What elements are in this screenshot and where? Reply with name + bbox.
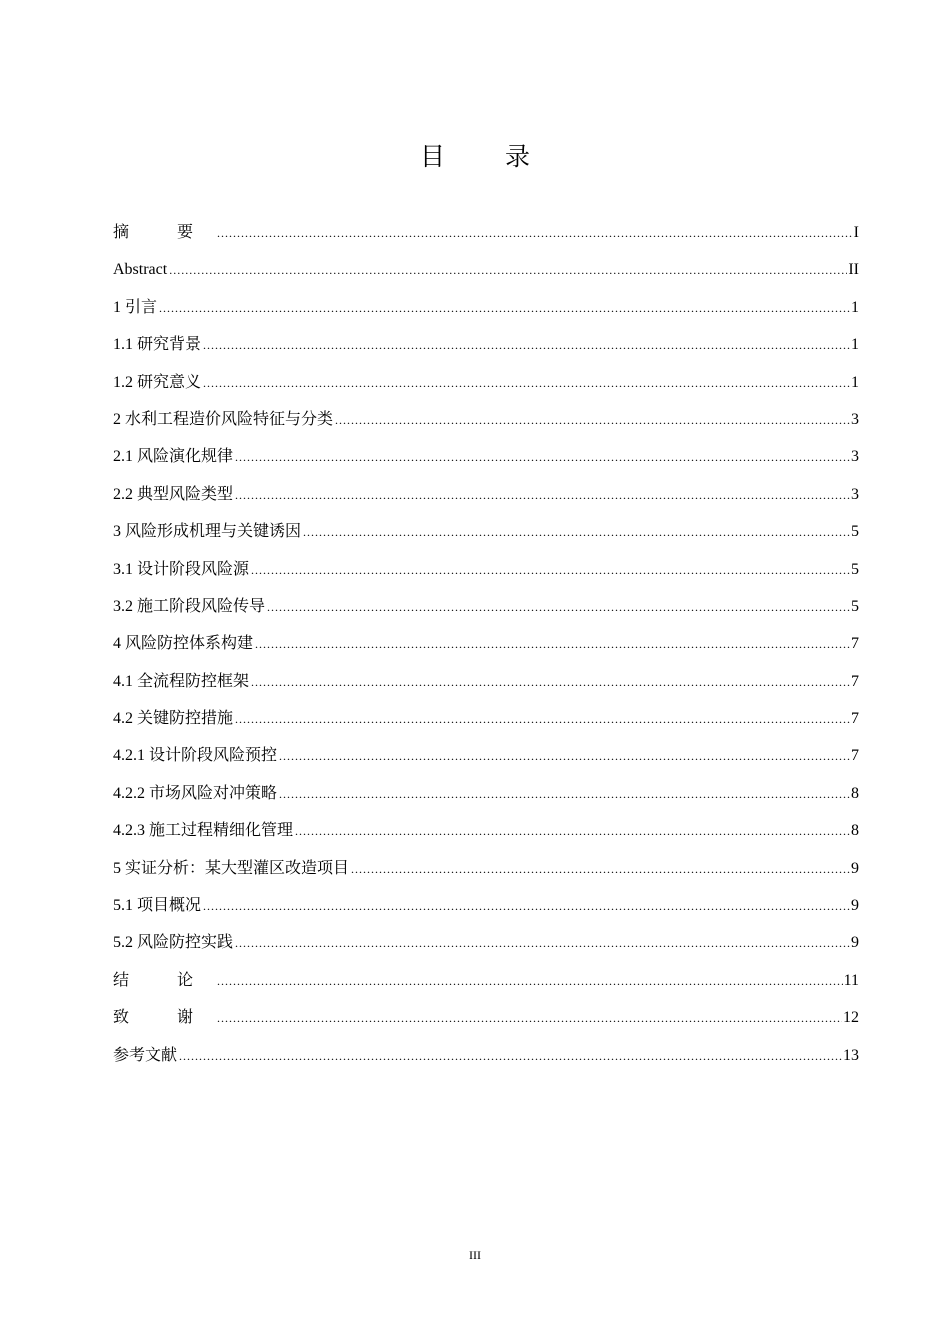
toc-entry[interactable] bbox=[113, 625, 859, 662]
toc-entry[interactable] bbox=[113, 850, 859, 887]
toc-entry[interactable] bbox=[113, 214, 859, 251]
toc-entry[interactable] bbox=[113, 326, 859, 363]
page-title: 目 录 bbox=[420, 141, 556, 171]
toc-entry[interactable] bbox=[113, 513, 859, 550]
toc-entry-page: 1 bbox=[851, 298, 859, 316]
toc-entry-label: 3.2 施工阶段风险传导 bbox=[113, 597, 266, 615]
toc-entry-label: 参考文献 bbox=[113, 1046, 178, 1064]
toc-dot-leader bbox=[235, 439, 850, 476]
toc-entry-label: 2.2 典型风险类型 bbox=[113, 485, 234, 503]
toc-dot-leader bbox=[217, 1000, 842, 1037]
toc-dot-leader bbox=[159, 290, 850, 327]
toc-entry[interactable] bbox=[113, 700, 859, 737]
toc-entry[interactable] bbox=[113, 289, 859, 326]
page-number: III bbox=[469, 1248, 481, 1262]
toc-entry-page: 9 bbox=[851, 897, 859, 915]
toc-entry[interactable] bbox=[113, 588, 859, 625]
toc-entry-label: 4.2 关键防控措施 bbox=[113, 710, 234, 728]
toc-dot-leader bbox=[203, 365, 850, 402]
toc-entry-page: 9 bbox=[851, 934, 859, 952]
toc-entry[interactable] bbox=[113, 887, 859, 924]
toc-entry[interactable] bbox=[113, 924, 859, 961]
toc-entry-label: 4.2.1 设计阶段风险预控 bbox=[113, 747, 278, 765]
toc-dot-leader bbox=[203, 327, 850, 364]
toc-entry-label: 2 水利工程造价风险特征与分类 bbox=[113, 410, 334, 428]
toc-entry-page: 1 bbox=[851, 336, 859, 354]
toc-entry[interactable] bbox=[113, 551, 859, 588]
toc-entry-label: 3.1 设计阶段风险源 bbox=[113, 560, 250, 578]
toc-entry-page: 11 bbox=[843, 971, 859, 989]
toc-entry[interactable] bbox=[113, 251, 859, 288]
toc-entry-label: 5.2 风险防控实践 bbox=[113, 934, 234, 952]
toc-dot-leader bbox=[351, 851, 850, 888]
toc-entry-label: Abstract bbox=[113, 261, 168, 279]
toc-dot-leader bbox=[279, 776, 850, 813]
toc-entry-label: 致 谢 bbox=[113, 1009, 216, 1027]
toc-entry[interactable] bbox=[113, 476, 859, 513]
toc-entry[interactable] bbox=[113, 438, 859, 475]
toc-entry-page: 7 bbox=[851, 635, 859, 653]
toc-entry-label: 1 引言 bbox=[113, 298, 158, 316]
toc-entry-page: 5 bbox=[851, 560, 859, 578]
toc-dot-leader bbox=[217, 963, 843, 1000]
toc-entry-page: 8 bbox=[851, 784, 859, 802]
toc-dot-leader bbox=[251, 664, 850, 701]
toc-entry[interactable] bbox=[113, 999, 859, 1036]
toc-entry-label: 结 论 bbox=[113, 971, 216, 989]
table-of-contents bbox=[113, 214, 859, 1074]
toc-dot-leader bbox=[217, 215, 853, 252]
toc-entry-page: I bbox=[853, 224, 859, 241]
toc-dot-leader bbox=[235, 477, 850, 514]
toc-dot-leader bbox=[169, 252, 847, 289]
toc-entry-page: 3 bbox=[851, 448, 859, 466]
toc-entry[interactable] bbox=[113, 775, 859, 812]
toc-entry-label: 5.1 项目概况 bbox=[113, 897, 202, 915]
toc-entry-label: 4.1 全流程防控框架 bbox=[113, 672, 250, 690]
toc-dot-leader bbox=[295, 813, 850, 850]
toc-dot-leader bbox=[279, 738, 850, 775]
toc-entry-page: II bbox=[848, 261, 859, 279]
toc-entry-page: 13 bbox=[843, 1046, 859, 1064]
toc-entry-label: 1.2 研究意义 bbox=[113, 373, 202, 391]
toc-entry[interactable] bbox=[113, 812, 859, 849]
toc-entry-page: 7 bbox=[851, 672, 859, 690]
toc-entry-label: 5 实证分析：某大型灌区改造项目 bbox=[113, 859, 350, 877]
toc-entry-label: 4.2.3 施工过程精细化管理 bbox=[113, 822, 294, 840]
toc-dot-leader bbox=[267, 589, 850, 626]
toc-entry-page: 3 bbox=[851, 485, 859, 503]
toc-entry-label: 1.1 研究背景 bbox=[113, 336, 202, 354]
toc-entry-page: 12 bbox=[843, 1009, 859, 1027]
toc-entry-page: 1 bbox=[851, 373, 859, 391]
toc-entry-page: 5 bbox=[851, 597, 859, 615]
toc-entry[interactable] bbox=[113, 663, 859, 700]
toc-entry-page: 9 bbox=[851, 859, 859, 877]
toc-dot-leader bbox=[179, 1038, 842, 1075]
toc-entry[interactable] bbox=[113, 401, 859, 438]
toc-dot-leader bbox=[303, 514, 850, 551]
toc-entry-label: 4.2.2 市场风险对冲策略 bbox=[113, 784, 278, 802]
toc-dot-leader bbox=[251, 552, 850, 589]
toc-entry-label: 3 风险形成机理与关键诱因 bbox=[113, 523, 302, 541]
toc-dot-leader bbox=[203, 888, 850, 925]
toc-entry-page: 7 bbox=[851, 710, 859, 728]
toc-entry-label: 2.1 风险演化规律 bbox=[113, 448, 234, 466]
toc-dot-leader bbox=[235, 701, 850, 738]
toc-dot-leader bbox=[255, 626, 850, 663]
toc-entry-page: 8 bbox=[851, 822, 859, 840]
toc-dot-leader bbox=[335, 402, 850, 439]
toc-entry[interactable] bbox=[113, 1037, 859, 1074]
toc-entry-page: 7 bbox=[851, 747, 859, 765]
toc-entry[interactable] bbox=[113, 364, 859, 401]
toc-entry[interactable] bbox=[113, 962, 859, 999]
toc-dot-leader bbox=[235, 925, 850, 962]
toc-entry-label: 4 风险防控体系构建 bbox=[113, 635, 254, 653]
toc-entry-page: 5 bbox=[851, 523, 859, 541]
toc-entry[interactable] bbox=[113, 737, 859, 774]
toc-entry-label: 摘 要 bbox=[113, 224, 216, 241]
toc-entry-page: 3 bbox=[851, 410, 859, 428]
